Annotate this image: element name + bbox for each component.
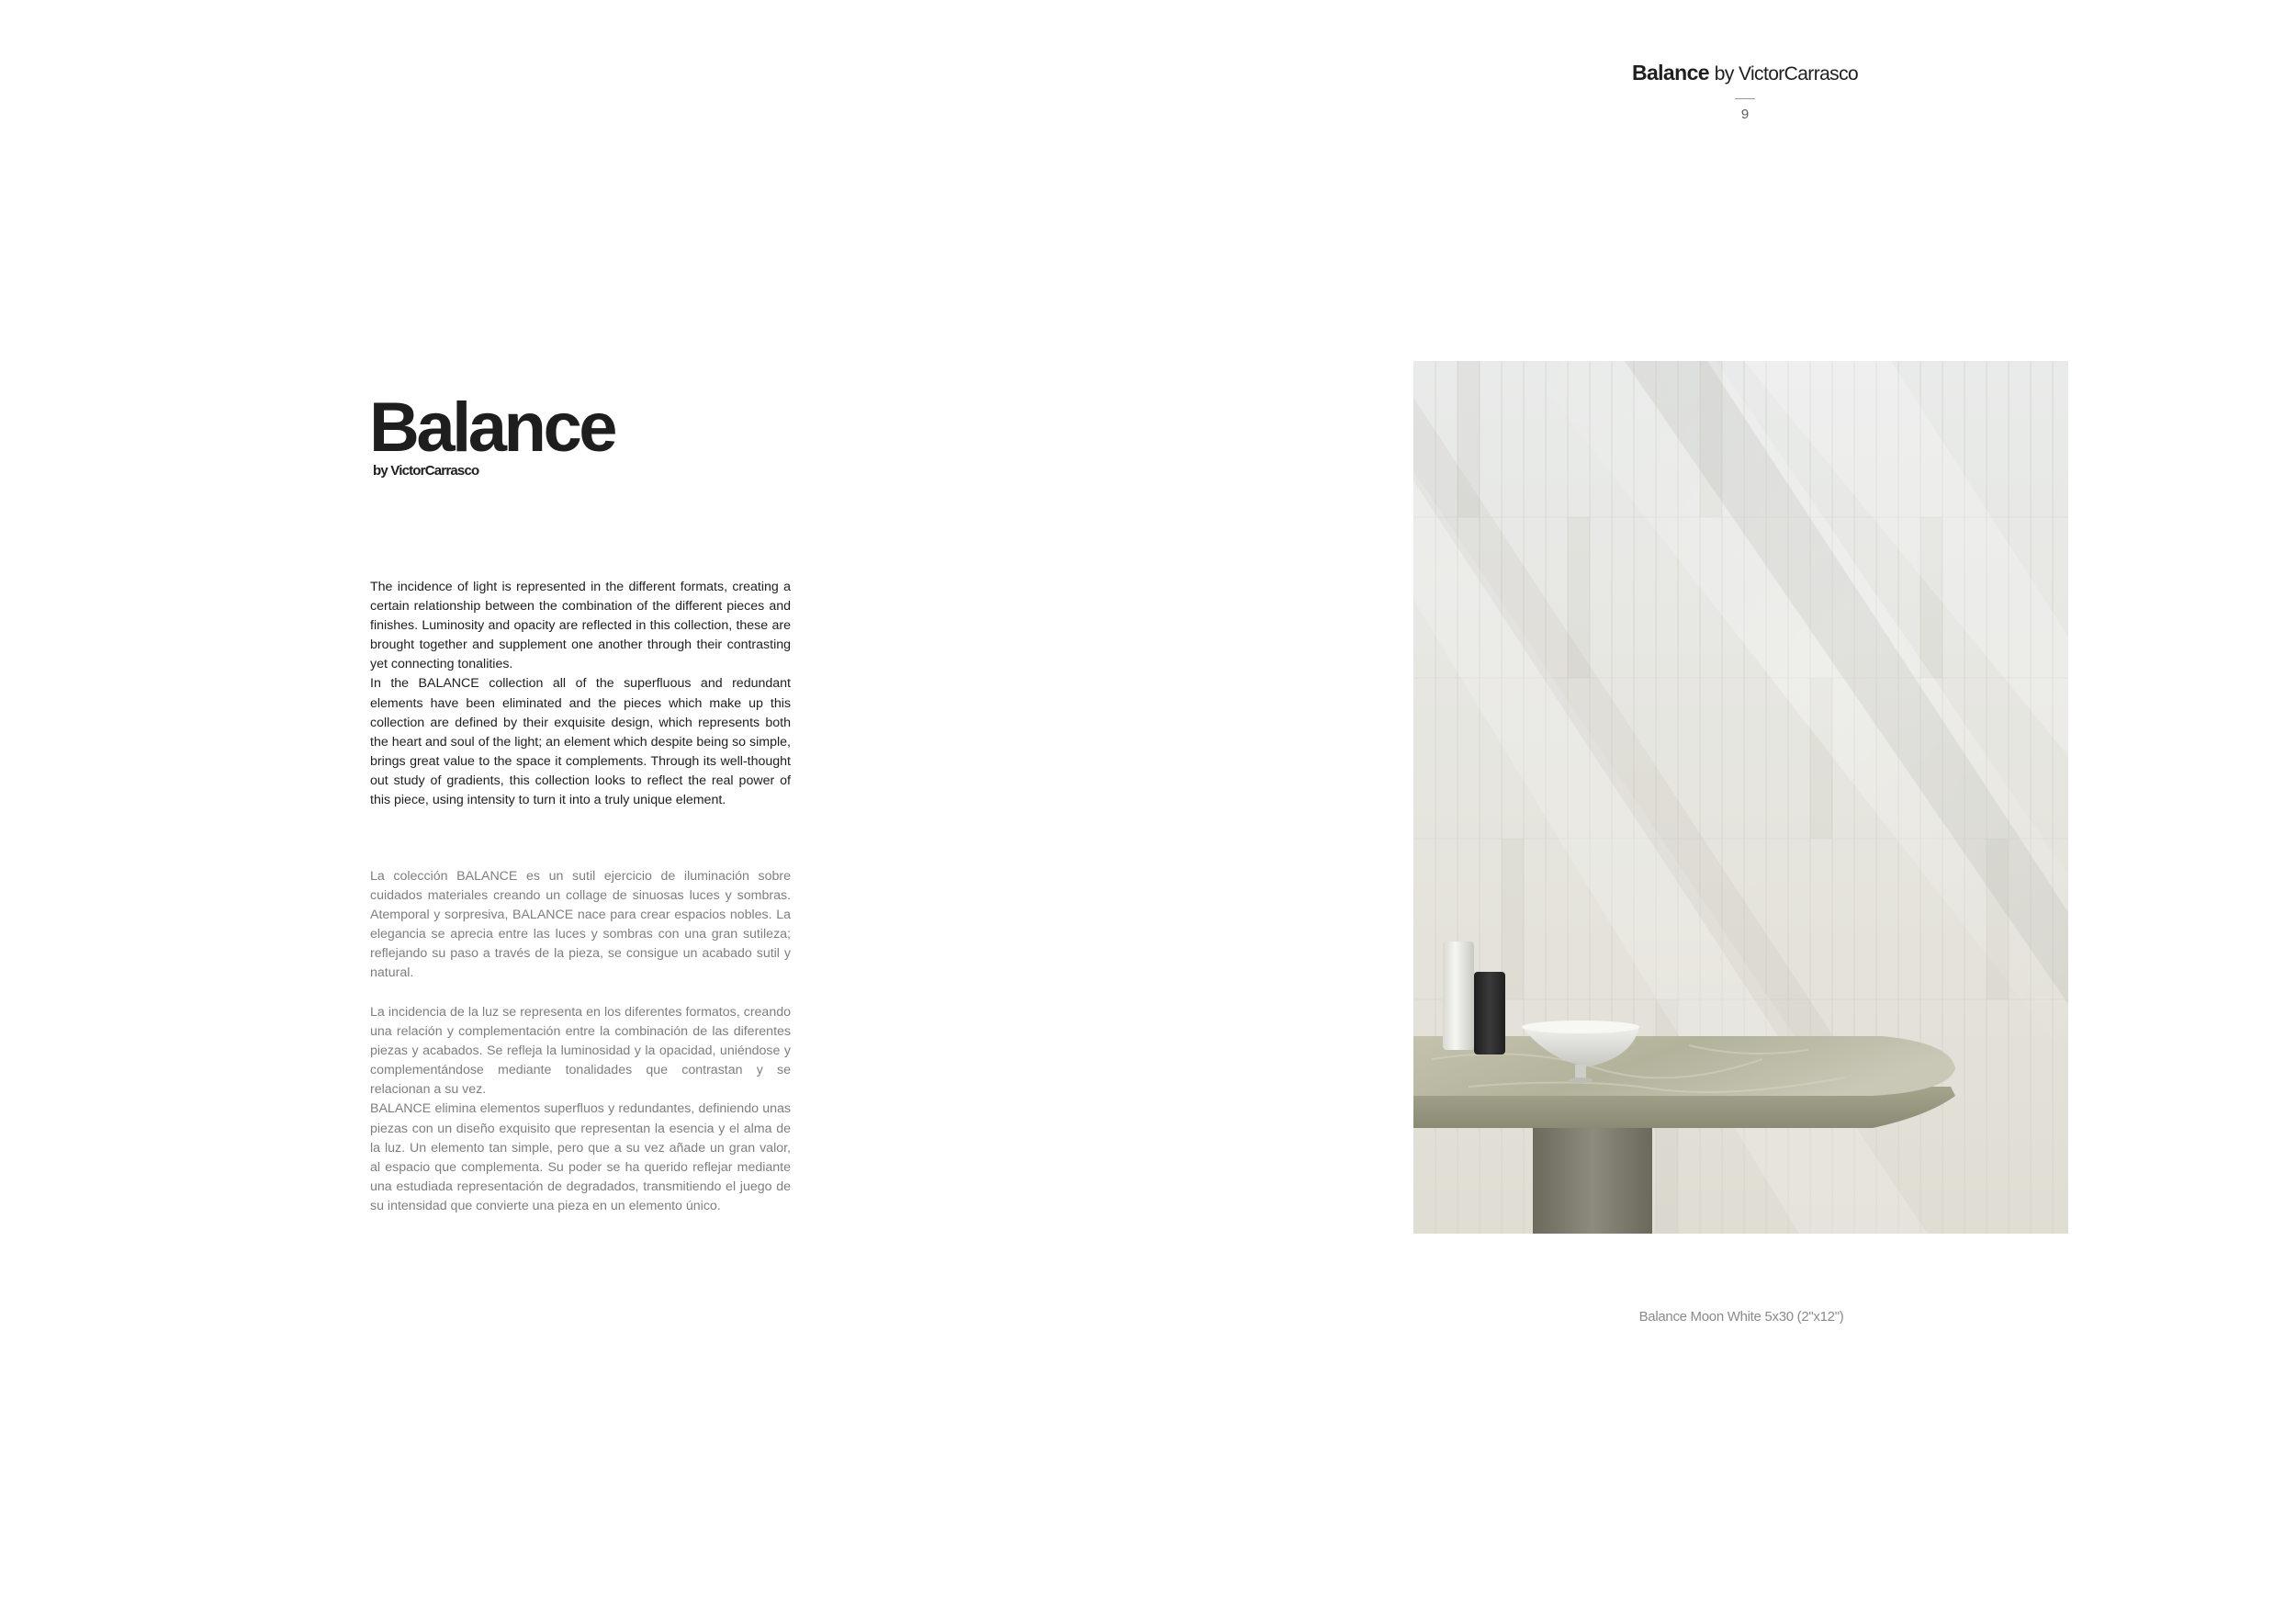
photo-caption: Balance Moon White 5x30 (2"x12") [1638, 1309, 1844, 1325]
logo-subtitle: by VictorCarrasco [373, 463, 479, 479]
english-paragraph: The incidence of light is represented in the different formats, creating a certain relationship between the combination of the different pieces and finishes. Luminosity and opacity are reflected in this collection, these are brought together and supplement one another through their contrasting yet connecting tonalities. [370, 580, 791, 672]
spanish-paragraph: BALANCE elimina elementos superfluos y redundantes, definiendo unas piezas con un diseño exquisito que representan la esencia y el alma de la luz. Un elemento tan simple, pero que a su vez añade un gran valor, al espacio que complementa. Su poder se ha querido reflejar mediante una estudiada representación de degradados, transmitiendo el juego de su intensidad que convierte una pieza en un elemento único. [370, 1101, 791, 1213]
header-author: by VictorCarrasco [1714, 63, 1859, 85]
running-header [1616, 61, 1874, 122]
logo-title: Balance [369, 389, 614, 467]
spanish-intro [370, 867, 791, 984]
spanish-paragraph: La incidencia de la luz se representa en los diferentes formatos, creando una relación y complementación entre la combinación de las diferentes piezas y acabados. Se refleja la luminosidad y la opacidad, uniéndose y complementándose mediante tonalidades que contrastan y se relacionan a su vez. [370, 1005, 791, 1098]
photo-illustration [1413, 361, 2068, 1234]
spanish-description [370, 1003, 791, 1216]
english-paragraph: In the BALANCE collection all of the superfluous and redundant elements have been eliminated and the pieces which make up this collection are defined by their exquisite design, which represents both the heart and soul of the light; an element which despite being so simple, brings great value to the space it complements. Through its well-thought out study of gradients, this collection looks to reflect the real power of this piece, using intensity to turn it into a truly unique element. [370, 676, 791, 808]
header-title [1616, 61, 1874, 85]
english-description [370, 578, 791, 810]
spanish-paragraph: La colección BALANCE es un sutil ejercicio de iluminación sobre cuidados materiales creando un collage de sinuosas luces y sombras. Atemporal y sorpresiva, BALANCE nace para crear espacios nobles. La elegancia se aprecia entre las luces y sombras con una gran sutileza; reflejando su paso a través de la pieza, se consigue un acabado sutil y natural. [370, 869, 791, 981]
header-divider [1735, 98, 1755, 99]
collection-logo [369, 389, 614, 479]
product-photo [1413, 361, 2068, 1234]
page-number: 9 [1740, 107, 1750, 122]
header-brand: Balance [1631, 61, 1709, 85]
